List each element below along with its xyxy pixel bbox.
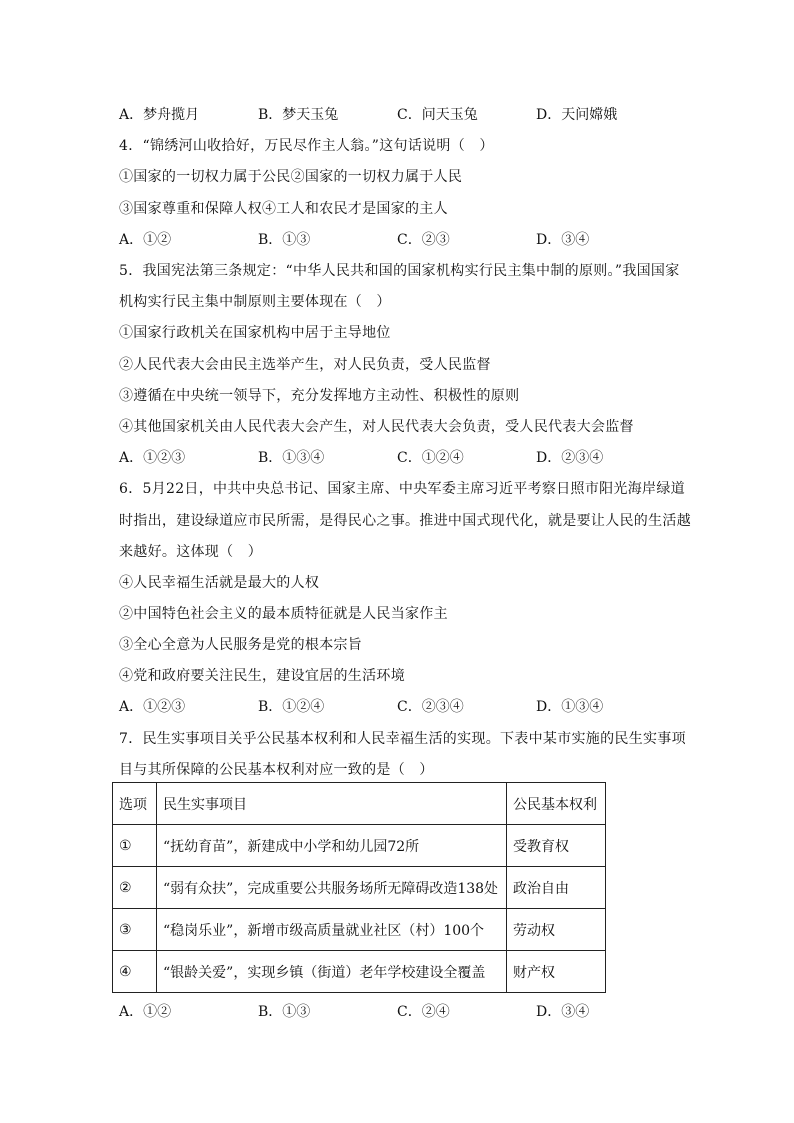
- q7-stem-line-2: 目与其所保障的公民基本权利对应一致的是（ ）: [119, 762, 434, 778]
- q5-statement-2: ②人民代表大会由民主选举产生，对人民负责，受人民监督: [119, 357, 491, 373]
- q7-table: [112, 782, 606, 993]
- q7-option-a[interactable]: A．①②: [119, 1004, 172, 1020]
- table-row: [113, 867, 606, 909]
- table-header-cell: 公民基本权利: [507, 783, 606, 825]
- q5-statement-1: ①国家行政机关在国家机构中居于主导地位: [119, 325, 391, 341]
- table-cell: “银龄关爱”，实现乡镇（街道）老年学校建设全覆盖: [157, 951, 507, 993]
- table-cell: 受教育权: [507, 825, 606, 867]
- q5-stem-line-2: 机构实行民主集中制原则主要体现在（ ）: [119, 294, 391, 310]
- q5-statement-3: ③遵循在中央统一领导下，充分发挥地方主动性、积极性的原则: [119, 388, 520, 404]
- q3-option-c[interactable]: C．问天玉兔: [397, 107, 478, 123]
- q4-statement-1: ①国家的一切权力属于公民②国家的一切权力属于人民: [119, 169, 463, 185]
- q6-stem-line-3: 来越好。这体现（ ）: [119, 544, 262, 560]
- q4-option-b[interactable]: B．①③: [258, 232, 311, 248]
- q7-option-d[interactable]: D．③④: [536, 1004, 590, 1020]
- q5-option-a[interactable]: A．①②③: [119, 450, 186, 466]
- q6-options: [119, 696, 679, 718]
- q6-option-d[interactable]: D．①③④: [536, 699, 604, 715]
- q6-statement-4: ④党和政府要关注民生，建设宜居的生活环境: [119, 668, 405, 684]
- q5-option-b[interactable]: B．①③④: [258, 450, 325, 466]
- q5-options: [119, 447, 679, 469]
- table-row: [113, 951, 606, 993]
- q4-stem: 4．“锦绣河山收拾好，万民尽作主人翁。”这句话说明（ ）: [119, 138, 494, 154]
- q6-stem-line-2: 时指出，建设绿道应市民所需，是得民心之事。推进中国式现代化，就是要让人民的生活越: [119, 513, 691, 529]
- q6-statement-1: ④人民幸福生活就是最大的人权: [119, 575, 320, 591]
- table-cell: 劳动权: [507, 909, 606, 951]
- q4-statement-2: ③国家尊重和保障人权④工人和农民才是国家的主人: [119, 201, 448, 217]
- table-cell: “抚幼育苗”，新建成中小学和幼儿园72所: [157, 825, 507, 867]
- q4-option-d[interactable]: D．③④: [536, 232, 590, 248]
- table-cell: ③: [113, 909, 157, 951]
- table-header-cell: 民生实事项目: [157, 783, 507, 825]
- table-header-cell: 选项: [113, 783, 157, 825]
- q4-option-a[interactable]: A．①②: [119, 232, 172, 248]
- q5-option-d[interactable]: D．②③④: [536, 450, 604, 466]
- table-header-row: [113, 783, 606, 825]
- q3-option-b[interactable]: B．梦天玉兔: [258, 107, 339, 123]
- table-cell: ④: [113, 951, 157, 993]
- table-cell: “弱有众扶”，完成重要公共服务场所无障碍改造138处: [157, 867, 507, 909]
- q6-option-c[interactable]: C．②③④: [397, 699, 464, 715]
- q7-stem-line-1: 7．民生实事项目关乎公民基本权利和人民幸福生活的实现。下表中某市实施的民生实事项: [119, 731, 686, 747]
- q3-options: [119, 104, 679, 126]
- q5-statement-4: ④其他国家机关由人民代表大会产生，对人民代表大会负责，受人民代表大会监督: [119, 419, 634, 435]
- q4-option-c[interactable]: C．②③: [397, 232, 450, 248]
- table-row: [113, 825, 606, 867]
- table-row: [113, 909, 606, 951]
- table-cell: ②: [113, 867, 157, 909]
- table-cell: ①: [113, 825, 157, 867]
- q6-statement-3: ③全心全意为人民服务是党的根本宗旨: [119, 637, 363, 653]
- q6-stem-line-1: 6．5月22日，中共中央总书记、国家主席、中央军委主席习近平考察日照市阳光海岸绿道: [119, 481, 685, 497]
- q4-options: [119, 229, 679, 251]
- q7-options: [119, 1001, 679, 1023]
- table-cell: 财产权: [507, 951, 606, 993]
- q6-statement-2: ②中国特色社会主义的最本质特征就是人民当家作主: [119, 606, 448, 622]
- table-cell: 政治自由: [507, 867, 606, 909]
- q5-stem-line-1: 5．我国宪法第三条规定：“中华人民共和国的国家机构实行民主集中制的原则。”我国国家: [119, 263, 680, 279]
- q5-option-c[interactable]: C．①②④: [397, 450, 464, 466]
- q3-option-a[interactable]: A．梦舟揽月: [119, 107, 200, 123]
- q3-option-d[interactable]: D．天问嫦娥: [536, 107, 618, 123]
- q7-option-c[interactable]: C．②④: [397, 1004, 450, 1020]
- q6-option-b[interactable]: B．①②④: [258, 699, 325, 715]
- table-cell: “稳岗乐业”，新增市级高质量就业社区（村）100个: [157, 909, 507, 951]
- q6-option-a[interactable]: A．①②③: [119, 699, 186, 715]
- q7-option-b[interactable]: B．①③: [258, 1004, 311, 1020]
